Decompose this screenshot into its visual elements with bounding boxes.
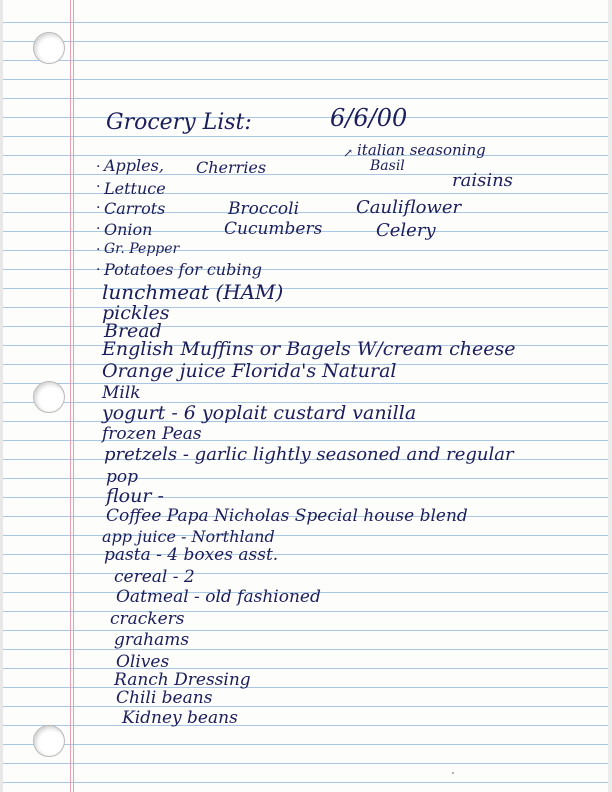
punch-hole-bottom <box>33 725 65 757</box>
item-grahams: grahams <box>114 630 190 650</box>
item-app-juice: app juice - Northland <box>102 527 275 546</box>
arrow-icon: ↗ <box>343 146 354 160</box>
item-oatmeal: Oatmeal - old fashioned <box>116 587 321 607</box>
item-pop: pop <box>106 467 138 487</box>
item-orange-juice: Orange juice Florida's Natural <box>102 360 397 382</box>
item-cherries: Cherries <box>196 158 267 177</box>
item-pasta: pasta - 4 boxes asst. <box>104 545 279 565</box>
item-cauliflower: Cauliflower <box>356 197 462 218</box>
item-carrots: Carrots <box>104 199 166 218</box>
margin-rule <box>70 0 71 792</box>
bullet-icon: · <box>96 200 101 216</box>
item-yogurt: yogurt - 6 yoplait custard vanilla <box>102 402 417 424</box>
item-olives: Olives <box>116 652 170 672</box>
item-chili-beans: Chili beans <box>116 688 213 708</box>
bullet-icon: · <box>96 262 101 278</box>
item-pickles: pickles <box>102 302 170 324</box>
item-english-muffins: English Muffins or Bagels W/cream cheese <box>102 338 516 360</box>
item-lunchmeat: lunchmeat (HAM) <box>102 280 284 304</box>
item-flour: flour - <box>106 485 164 507</box>
item-gr-pepper: Gr. Pepper <box>104 241 180 257</box>
item-cucumbers: Cucumbers <box>224 219 323 239</box>
item-apples: Apples, <box>104 156 164 175</box>
page-edge-right <box>608 0 612 792</box>
item-pretzels: pretzels - garlic lightly seasoned and regular <box>104 444 514 465</box>
item-celery: Celery <box>376 220 436 241</box>
item-lettuce: Lettuce <box>104 179 166 198</box>
item-kidney-beans: Kidney beans <box>122 708 238 728</box>
list-title: Grocery List: <box>106 110 252 135</box>
item-crackers: crackers <box>110 609 185 629</box>
page-edge-left <box>0 0 3 792</box>
item-ranch: Ranch Dressing <box>114 670 251 690</box>
note-basil: Basil <box>370 158 405 174</box>
item-bread: Bread <box>104 320 162 342</box>
note-italian-seasoning: italian seasoning <box>357 141 486 159</box>
item-frozen-peas: frozen Peas <box>102 424 202 444</box>
item-milk: Milk <box>102 383 141 403</box>
list-date: 6/6/00 <box>330 104 408 132</box>
margin-rule-inner <box>73 0 74 792</box>
item-cereal: cereal - 2 <box>114 567 195 587</box>
bullet-icon: · <box>96 179 101 195</box>
punch-hole-top <box>33 32 65 64</box>
punch-hole-middle <box>33 381 65 413</box>
bullet-icon: · <box>96 159 101 175</box>
paper-speck <box>452 772 454 774</box>
item-coffee: Coffee Papa Nicholas Special house blend <box>106 506 468 526</box>
bullet-icon: · <box>96 242 101 258</box>
bullet-icon: · <box>96 221 101 237</box>
item-broccoli: Broccoli <box>228 199 300 219</box>
note-raisins: raisins <box>452 170 513 191</box>
item-potatoes: Potatoes for cubing <box>104 260 263 279</box>
item-onion: Onion <box>104 220 153 239</box>
